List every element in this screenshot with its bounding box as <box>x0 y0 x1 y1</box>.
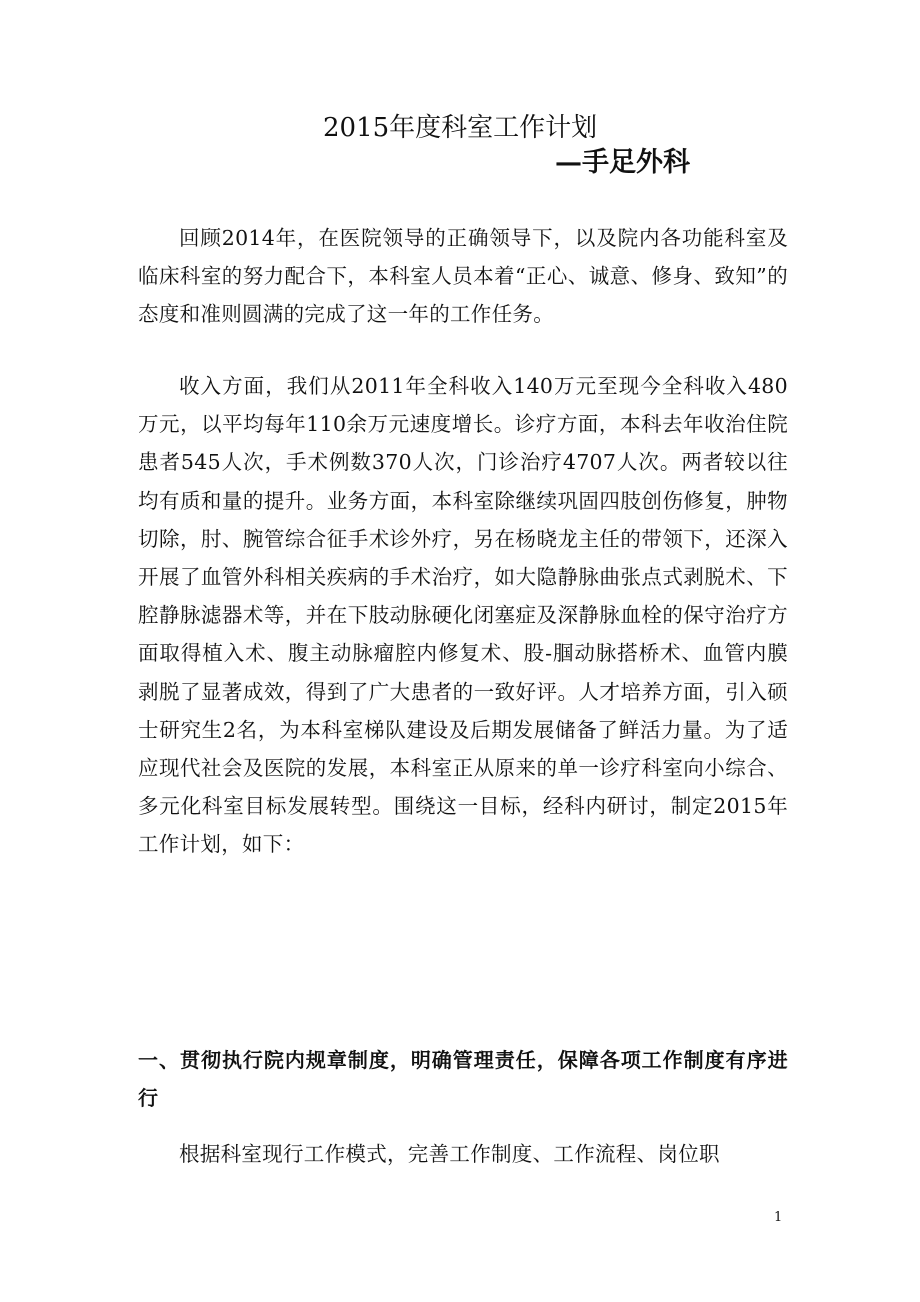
page-number: 1 <box>774 1210 783 1225</box>
summary-paragraph: 收入方面，我们从2011年全科收入140万元至现今全科收入480万元，以平均每年110余万元速度增长。诊疗方面，本科去年收治住院患者545人次，手术例数370人次，门诊治疗4707人次。两者较以往均有质和量的提升。业务方面，本科室除继续巩固四肢创伤修复，肿物切除，肘、腕管综合征手术诊外疗，另在杨晓龙主任的带领下，还深入开展了血管外科相关疾病的手术治疗，如大隐静脉曲张点式剥脱术、下腔静脉滤器术等，并在下肢动脉硬化闭塞症及深静脉血栓的保守治疗方面取得植入术、腹主动脉瘤腔内修复术、股-腘动脉搭桥术、血管内膜剥脱了显著成效，得到了广大患者的一致好评。人才培养方面，引入硕士研究生2名，为本科室梯队建设及后期发展储备了鲜活力量。为了适应现代社会及医院的发展，本科室正从原来的单一诊疗科室向小综合、多元化科室目标发展转型。围绕这一目标，经科内研讨，制定2015年工作计划，如下： <box>138 374 788 857</box>
document-title: 2015年度科室工作计划 <box>323 113 598 143</box>
intro-paragraph: 回顾2014年，在医院领导的正确领导下，以及院内各功能科室及临床科室的努力配合下，本科室人员本着“正心、诚意、修身、致知”的态度和准则圆满的完成了这一年的工作任务。 <box>138 226 788 327</box>
document-subtitle: —手足外科 <box>555 147 690 178</box>
section-heading-1: 一、贯彻执行院内规章制度，明确管理责任，保障各项工作制度有序进行 <box>138 1048 788 1111</box>
section-1-paragraph: 根据科室现行工作模式，完善工作制度、工作流程、岗位职 <box>179 1142 720 1166</box>
